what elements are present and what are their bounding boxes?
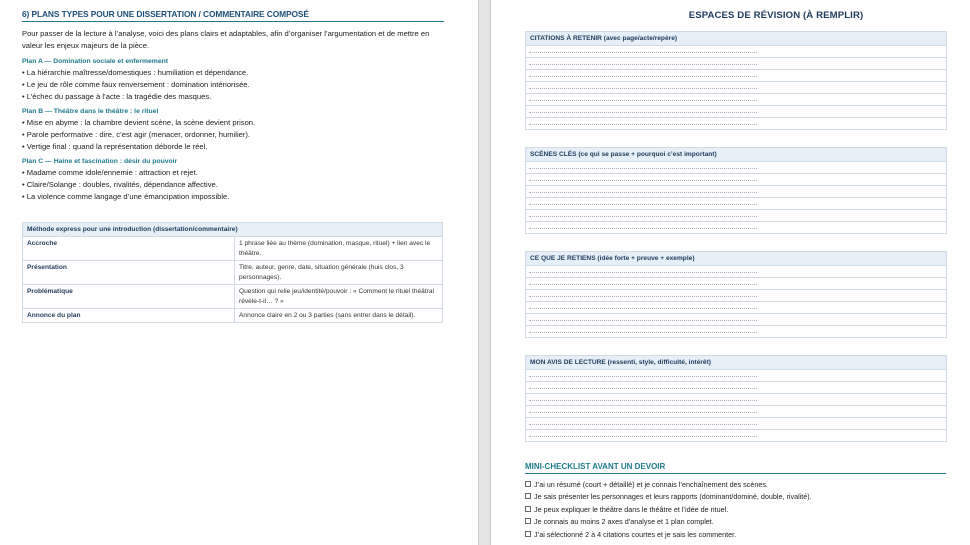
plan-item: • Le jeu de rôle comme faux renversement : domination intériorisée.: [22, 80, 250, 89]
fill-in-line[interactable]: [526, 118, 946, 129]
plan-b: [22, 106, 452, 153]
fill-in-line[interactable]: [526, 106, 946, 118]
plan-item: • Parole performative : dire, c’est agir (menacer, ordonner, humilier).: [22, 130, 251, 139]
box-header: SCÈNES CLÉS (ce qui se passe + pourquoi c’est important): [526, 148, 946, 162]
table-row-key: Annonce du plan: [23, 309, 235, 323]
fill-in-line[interactable]: [526, 430, 946, 441]
checkbox-empty-icon[interactable]: [525, 531, 531, 537]
revision-box-retiens: [525, 251, 947, 338]
dotted-guide: [529, 180, 757, 181]
dotted-guide: [529, 284, 757, 285]
revision-box-avis: [525, 355, 947, 442]
box-header: MON AVIS DE LECTURE (ressenti, style, difficulté, intérêt): [526, 356, 946, 370]
dotted-guide: [529, 88, 757, 89]
dotted-guide: [529, 412, 757, 413]
checklist-item-label: Je connais au moins 2 axes d’analyse et 1 plan complet.: [534, 517, 714, 527]
fill-in-line[interactable]: [526, 82, 946, 94]
dotted-guide: [529, 204, 757, 205]
dotted-guide: [529, 124, 757, 125]
fill-in-line[interactable]: [526, 406, 946, 418]
checklist-item[interactable]: [525, 491, 955, 503]
method-table: [22, 222, 443, 323]
table-row-value: Titre, auteur, genre, date, situation générale (huis clos, 3 personnages).: [235, 261, 443, 285]
table-row-value: 1 phrase liée au thème (domination, masque, rituel) + lien avec le théâtre.: [235, 237, 443, 261]
dotted-guide: [529, 112, 757, 113]
plan-item: • La violence comme langage d’une émancipation impossible.: [22, 192, 230, 201]
table-row: [23, 285, 443, 309]
fill-in-line[interactable]: [526, 162, 946, 174]
checkbox-empty-icon[interactable]: [525, 481, 531, 487]
fill-in-line[interactable]: [526, 266, 946, 278]
dotted-guide: [529, 376, 757, 377]
plan-item: • Vertige final : quand la représentation déborde le réel.: [22, 142, 208, 151]
table-row-key: Présentation: [23, 261, 235, 285]
plan-item: • L’échec du passage à l’acte : la tragédie des masques.: [22, 92, 212, 101]
dotted-guide: [529, 332, 757, 333]
dotted-guide: [529, 76, 757, 77]
box-header: CITATIONS À RETENIR (avec page/acte/repère): [526, 32, 946, 46]
table-row: [23, 237, 443, 261]
plan-item: • Madame comme idole/ennemie : attraction et rejet.: [22, 168, 198, 177]
fill-in-line[interactable]: [526, 174, 946, 186]
plan-item: • Mise en abyme : la chambre devient scène, la scène devient prison.: [22, 118, 256, 127]
fill-in-line[interactable]: [526, 326, 946, 337]
checklist-item[interactable]: [525, 504, 955, 516]
plan-item: • La hiérarchie maîtresse/domestiques : humiliation et dépendance.: [22, 68, 249, 77]
dotted-guide: [529, 64, 757, 65]
plan-c: [22, 156, 452, 203]
fill-in-line[interactable]: [526, 382, 946, 394]
box-header: CE QUE JE RETIENS (idée forte + preuve + exemple): [526, 252, 946, 266]
table-row: [23, 309, 443, 323]
dotted-guide: [529, 400, 757, 401]
fill-in-line[interactable]: [526, 302, 946, 314]
dotted-guide: [529, 424, 757, 425]
fill-in-line[interactable]: [526, 58, 946, 70]
document-page-right: [491, 0, 970, 545]
dotted-guide: [529, 272, 757, 273]
table-header: Méthode express pour une introduction (dissertation/commentaire): [23, 223, 443, 237]
plan-title: Plan B — Théâtre dans le théâtre : le rituel: [22, 108, 159, 115]
document-page-left: [0, 0, 478, 545]
checklist-item-label: Je peux expliquer le théâtre dans le théâtre et l’idée de rituel.: [534, 504, 729, 514]
fill-in-line[interactable]: [526, 70, 946, 82]
page-gutter: [478, 0, 491, 545]
dotted-guide: [529, 308, 757, 309]
checkbox-empty-icon[interactable]: [525, 493, 531, 499]
table-header-row: [23, 223, 443, 237]
checklist-item-label: J’ai un résumé (court + détaillé) et je connais l’enchaînement des scènes.: [534, 480, 768, 489]
dotted-guide: [529, 100, 757, 101]
fill-in-line[interactable]: [526, 314, 946, 326]
fill-in-line[interactable]: [526, 394, 946, 406]
fill-in-line[interactable]: [526, 210, 946, 222]
fill-in-line[interactable]: [526, 186, 946, 198]
dotted-guide: [529, 388, 757, 389]
checklist-item-label: Je sais présenter les personnages et leurs rapports (dominant/dominé, double, rivalité).: [534, 492, 812, 502]
table-row: [23, 261, 443, 285]
fill-in-line[interactable]: [526, 278, 946, 290]
dotted-guide: [529, 436, 757, 437]
plan-a: [22, 56, 452, 103]
checklist-item[interactable]: [525, 529, 955, 541]
dotted-guide: [529, 320, 757, 321]
fill-in-line[interactable]: [526, 94, 946, 106]
dotted-guide: [529, 216, 757, 217]
table-row-key: Accroche: [23, 237, 235, 261]
table-row-value: Question qui relie jeu/identité/pouvoir : « Comment le rituel théâtral révèle-t-il… ? »: [235, 285, 443, 309]
fill-in-line[interactable]: [526, 290, 946, 302]
fill-in-line[interactable]: [526, 46, 946, 58]
checkbox-empty-icon[interactable]: [525, 518, 531, 524]
revision-title: ESPACES DE RÉVISION (À REMPLIR): [688, 10, 864, 21]
checklist: [525, 479, 955, 541]
dotted-guide: [529, 192, 757, 193]
plan-item: • Claire/Solange : doubles, rivalités, dépendance affective.: [22, 180, 218, 189]
dotted-guide: [529, 228, 757, 229]
checklist-item[interactable]: [525, 479, 955, 491]
plan-title: Plan A — Domination sociale et enfermement: [22, 58, 169, 65]
fill-in-line[interactable]: [526, 370, 946, 382]
intro-paragraph: Pour passer de la lecture à l’analyse, voici des plans clairs et adaptables, afin d’organiser l’argumentation et de mettre en valeur les enjeux majeurs de la pièce.: [22, 29, 430, 50]
dotted-guide: [529, 52, 757, 53]
fill-in-line[interactable]: [526, 198, 946, 210]
revision-box-citations: [525, 31, 947, 130]
dotted-guide: [529, 296, 757, 297]
table-row-key: Problématique: [23, 285, 235, 309]
checklist-item-label: J’ai sélectionné 2 à 4 citations courtes et je sais les commenter.: [534, 529, 737, 539]
fill-in-line[interactable]: [526, 418, 946, 430]
fill-in-line[interactable]: [526, 222, 946, 233]
table-row-value: Annonce claire en 2 ou 3 parties (sans entrer dans le détail).: [235, 309, 443, 323]
plan-title: Plan C — Haine et fascination : désir du pouvoir: [22, 158, 178, 165]
section-heading: 6) PLANS TYPES POUR UNE DISSERTATION / COMMENTAIRE COMPOSÉ: [22, 9, 444, 22]
revision-box-scenes: [525, 147, 947, 234]
dotted-guide: [529, 168, 757, 169]
checklist-title: MINI-CHECKLIST AVANT UN DEVOIR: [525, 462, 946, 474]
checklist-item[interactable]: [525, 516, 955, 528]
checkbox-empty-icon[interactable]: [525, 506, 531, 512]
